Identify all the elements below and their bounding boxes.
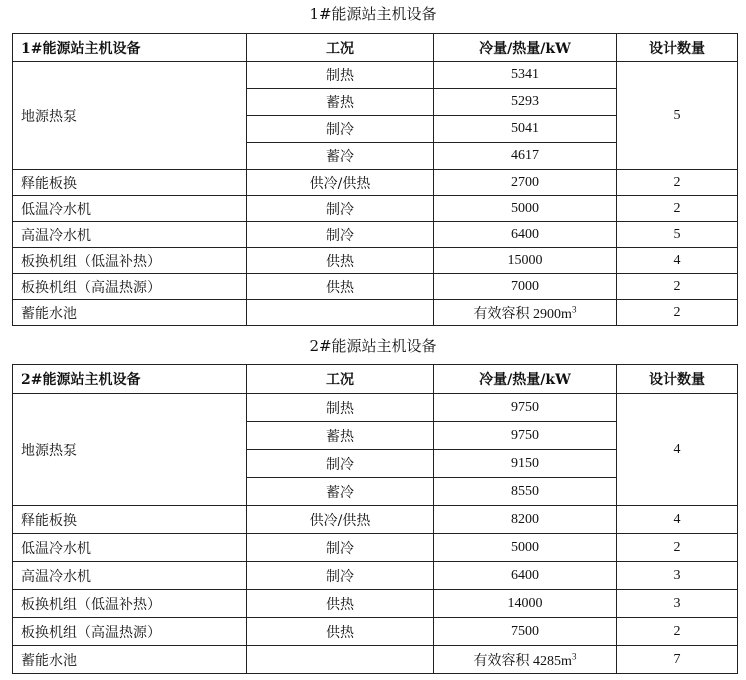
mode-cell: 制冷 (247, 534, 434, 562)
equipment-table-1 (12, 33, 738, 326)
equipment-table-2 (12, 364, 738, 674)
count-cell: 2 (617, 274, 738, 300)
header-equipment: 2#能源站主机设备 (13, 365, 247, 394)
volume-exponent: 3 (571, 303, 577, 314)
count-cell: 3 (617, 590, 738, 618)
mode-cell: 制热 (247, 394, 434, 422)
mode-cell: 制冷 (247, 450, 434, 478)
mode-cell: 制冷 (247, 116, 434, 143)
count-cell: 2 (617, 534, 738, 562)
capacity-cell: 5000 (434, 196, 617, 222)
mode-cell: 供冷/供热 (247, 506, 434, 534)
capacity-cell: 5341 (434, 62, 617, 89)
equipment-name: 板换机组（低温补热） (13, 590, 247, 618)
count-cell: 5 (617, 62, 738, 170)
count-cell: 2 (617, 196, 738, 222)
table-row (13, 274, 738, 300)
capacity-cell: 9150 (434, 450, 617, 478)
mode-cell: 制冷 (247, 196, 434, 222)
capacity-cell: 8200 (434, 506, 617, 534)
count-cell: 5 (617, 222, 738, 248)
table-row (13, 506, 738, 534)
mode-cell: 供热 (247, 618, 434, 646)
table-row (13, 618, 738, 646)
mode-cell: 供热 (247, 274, 434, 300)
equipment-name: 板换机组（低温补热） (13, 248, 247, 274)
header-capacity: 冷量/热量/kW (434, 34, 617, 62)
capacity-cell: 6400 (434, 222, 617, 248)
header-count: 设计数量 (617, 34, 738, 62)
table-row (13, 300, 738, 326)
capacity-cell: 5041 (434, 116, 617, 143)
table-row (13, 394, 738, 422)
capacity-cell: 2700 (434, 170, 617, 196)
equipment-name: 地源热泵 (13, 394, 247, 506)
mode-cell: 蓄冷 (247, 143, 434, 170)
capacity-cell (434, 646, 617, 674)
table-row (13, 590, 738, 618)
capacity-cell: 7000 (434, 274, 617, 300)
volume-text: 有效容积 2900m (473, 306, 572, 322)
capacity-cell (434, 300, 617, 326)
table-row (13, 62, 738, 89)
count-cell: 4 (617, 506, 738, 534)
table-row (13, 170, 738, 196)
equipment-name: 蓄能水池 (13, 300, 247, 326)
equipment-name: 低温冷水机 (13, 534, 247, 562)
mode-cell: 制热 (247, 62, 434, 89)
mode-cell: 供冷/供热 (247, 170, 434, 196)
table-header-row (13, 365, 738, 394)
mode-cell: 蓄热 (247, 89, 434, 116)
capacity-cell: 5293 (434, 89, 617, 116)
table-header-row (13, 34, 738, 62)
equipment-name: 高温冷水机 (13, 222, 247, 248)
equipment-name: 释能板换 (13, 506, 247, 534)
header-equipment: 1#能源站主机设备 (13, 34, 247, 62)
header-count: 设计数量 (617, 365, 738, 394)
capacity-cell: 6400 (434, 562, 617, 590)
table-2-title: 2#能源站主机设备 (309, 337, 437, 355)
equipment-name: 蓄能水池 (13, 646, 247, 674)
capacity-cell: 9750 (434, 394, 617, 422)
mode-cell: 制冷 (247, 562, 434, 590)
mode-cell: 蓄热 (247, 422, 434, 450)
header-capacity: 冷量/热量/kW (434, 365, 617, 394)
equipment-name: 板换机组（高温热源） (13, 618, 247, 646)
table-row (13, 222, 738, 248)
volume-exponent: 3 (571, 650, 577, 661)
equipment-name: 低温冷水机 (13, 196, 247, 222)
count-cell: 4 (617, 248, 738, 274)
mode-cell: 蓄冷 (247, 478, 434, 506)
count-cell: 4 (617, 394, 738, 506)
capacity-cell: 15000 (434, 248, 617, 274)
mode-cell (247, 646, 434, 674)
capacity-cell: 14000 (434, 590, 617, 618)
count-cell: 2 (617, 300, 738, 326)
equipment-name: 板换机组（高温热源） (13, 274, 247, 300)
capacity-cell: 7500 (434, 618, 617, 646)
table-row (13, 646, 738, 674)
mode-cell: 供热 (247, 590, 434, 618)
count-cell: 2 (617, 170, 738, 196)
capacity-cell: 8550 (434, 478, 617, 506)
capacity-cell: 9750 (434, 422, 617, 450)
equipment-name: 高温冷水机 (13, 562, 247, 590)
mode-cell: 供热 (247, 248, 434, 274)
volume-text: 有效容积 4285m (473, 653, 572, 669)
count-cell: 7 (617, 646, 738, 674)
table-1-title: 1#能源站主机设备 (309, 5, 437, 23)
count-cell: 2 (617, 618, 738, 646)
count-cell: 3 (617, 562, 738, 590)
mode-cell (247, 300, 434, 326)
equipment-name: 地源热泵 (13, 62, 247, 170)
table-row (13, 562, 738, 590)
mode-cell: 制冷 (247, 222, 434, 248)
header-mode: 工况 (247, 34, 434, 62)
equipment-name: 释能板换 (13, 170, 247, 196)
capacity-cell: 5000 (434, 534, 617, 562)
table-row (13, 196, 738, 222)
table-row (13, 534, 738, 562)
table-row (13, 248, 738, 274)
capacity-cell: 4617 (434, 143, 617, 170)
header-mode: 工况 (247, 365, 434, 394)
